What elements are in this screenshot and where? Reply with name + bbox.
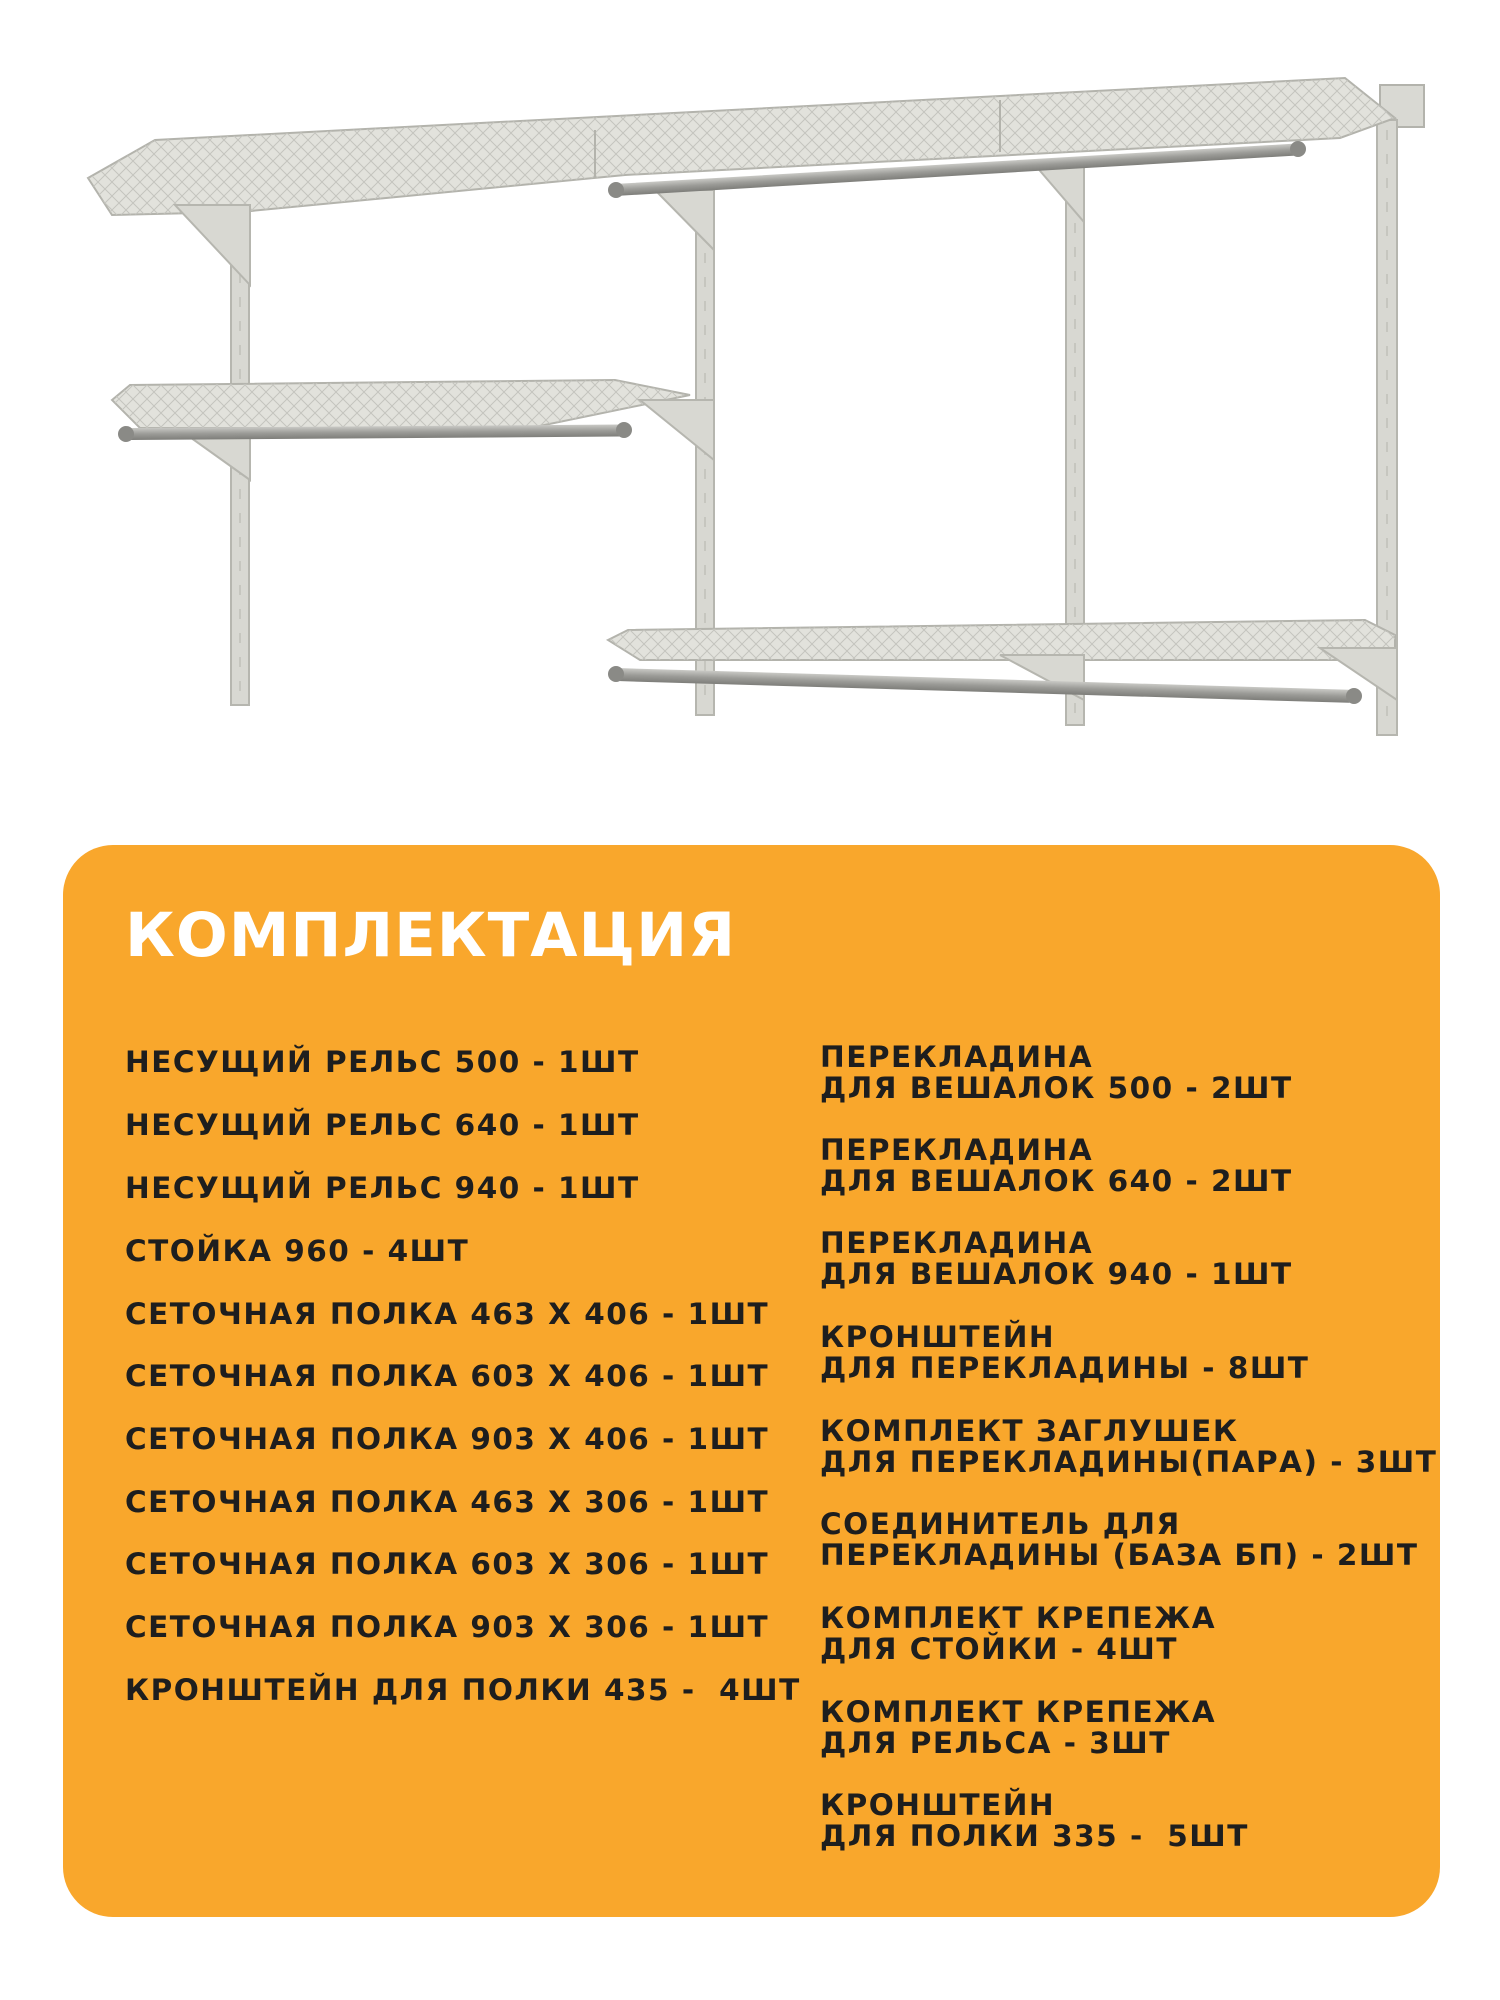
- bracket-top-2: [655, 190, 714, 250]
- list-item: КРОНШТЕЙН ДЛЯ ПОЛКИ 435 - 4ШТ: [125, 1673, 801, 1707]
- list-item-line2: ДЛЯ ВЕШАЛОК 940 - 1ШТ: [820, 1257, 1293, 1291]
- top-shelf: [88, 78, 1395, 215]
- list-item: НЕСУЩИЙ РЕЛЬС 940 - 1ШТ: [125, 1171, 640, 1205]
- lower-hanging-rod: [608, 666, 1362, 704]
- list-item: НЕСУЩИЙ РЕЛЬС 640 - 1ШТ: [125, 1108, 640, 1142]
- list-item: [820, 1135, 1293, 1197]
- list-item: СЕТОЧНАЯ ПОЛКА 603 X 306 - 1ШТ: [125, 1547, 770, 1581]
- list-item-line1: КОМПЛЕКТ КРЕПЕЖА: [820, 1695, 1217, 1729]
- bracket-top-3: [1035, 165, 1084, 222]
- list-item: [820, 1790, 1249, 1852]
- list-item: СЕТОЧНАЯ ПОЛКА 463 X 306 - 1ШТ: [125, 1485, 770, 1519]
- list-item-line2: ДЛЯ ПЕРЕКЛАДИНЫ(ПАРА) - 3ШТ: [820, 1445, 1438, 1479]
- list-item-line1: ПЕРЕКЛАДИНА: [820, 1040, 1094, 1074]
- bracket-top-1: [175, 205, 250, 285]
- list-item: [820, 1697, 1216, 1759]
- list-item: [820, 1042, 1293, 1104]
- list-item: [820, 1322, 1309, 1384]
- list-item: [820, 1509, 1418, 1571]
- list-item-line1: КОМПЛЕКТ ЗАГЛУШЕК: [820, 1414, 1239, 1448]
- list-item-line1: КОМПЛЕКТ КРЕПЕЖА: [820, 1601, 1217, 1635]
- list-item-line2: ПЕРЕКЛАДИНЫ (БАЗА БП) - 2ШТ: [820, 1538, 1419, 1572]
- list-item: СЕТОЧНАЯ ПОЛКА 903 X 306 - 1ШТ: [125, 1610, 770, 1644]
- list-item: [820, 1603, 1216, 1665]
- list-item-line2: ДЛЯ ВЕШАЛОК 500 - 2ШТ: [820, 1071, 1293, 1105]
- list-item: СЕТОЧНАЯ ПОЛКА 463 X 406 - 1ШТ: [125, 1297, 770, 1331]
- list-item-line2: ДЛЯ ПЕРЕКЛАДИНЫ - 8ШТ: [820, 1351, 1310, 1385]
- list-item: [820, 1228, 1293, 1290]
- list-item: [820, 1416, 1437, 1478]
- list-item-line2: ДЛЯ ВЕШАЛОК 640 - 2ШТ: [820, 1164, 1293, 1198]
- list-item-line1: ПЕРЕКЛАДИНА: [820, 1226, 1094, 1260]
- list-item-line1: СОЕДИНИТЕЛЬ ДЛЯ: [820, 1507, 1181, 1541]
- list-item: СЕТОЧНАЯ ПОЛКА 903 X 406 - 1ШТ: [125, 1422, 770, 1456]
- bracket-middle-2: [640, 400, 714, 460]
- list-item: НЕСУЩИЙ РЕЛЬС 500 - 1ШТ: [125, 1045, 640, 1079]
- list-item-line1: КРОНШТЕЙН: [820, 1320, 1056, 1354]
- list-item-line1: КРОНШТЕЙН: [820, 1788, 1056, 1822]
- list-item-line1: ПЕРЕКЛАДИНА: [820, 1133, 1094, 1167]
- panel-title: КОМПЛЕКТАЦИЯ: [125, 900, 737, 971]
- shelving-system-illustration: [0, 0, 1500, 800]
- middle-shelf: [112, 380, 690, 428]
- list-item: СЕТОЧНАЯ ПОЛКА 603 X 406 - 1ШТ: [125, 1359, 770, 1393]
- list-item: СТОЙКА 960 - 4ШТ: [125, 1234, 470, 1268]
- list-item-line2: ДЛЯ РЕЛЬСА - 3ШТ: [820, 1726, 1171, 1760]
- list-item-line2: ДЛЯ СТОЙКИ - 4ШТ: [820, 1632, 1178, 1666]
- list-item-line2: ДЛЯ ПОЛКИ 335 - 5ШТ: [820, 1819, 1249, 1853]
